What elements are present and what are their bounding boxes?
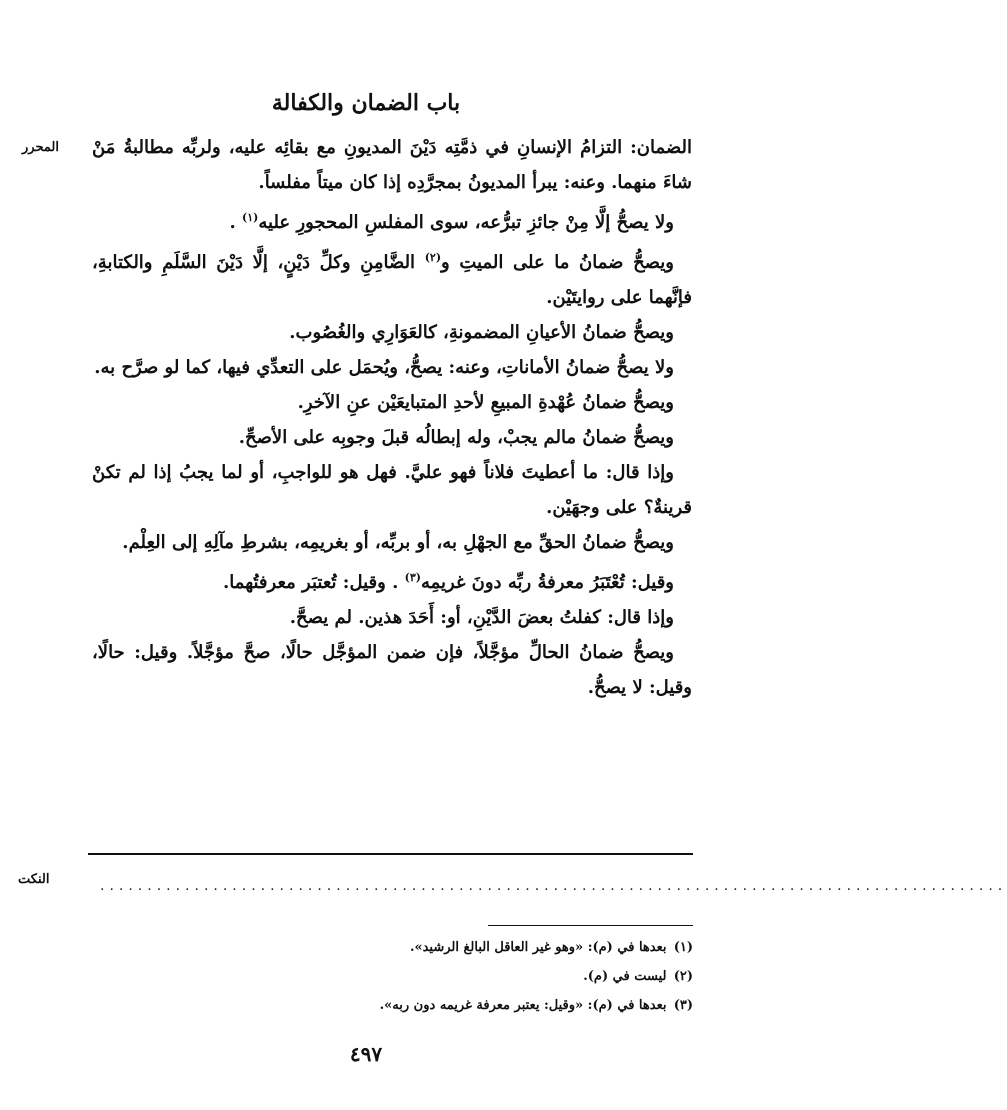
paragraph: وإذا قال: كفلتُ بعضَ الدَّيْنِ، أو: أَحَدَ هذين. لم يصحَّ.: [289, 607, 674, 628]
paragraph-text: وقيل: تُعْتَبَرُ معرفةُ ربِّه دونَ غريمِه: [420, 572, 674, 593]
paragraph: ويصحُّ ضمانُ عُهْدةِ المبيعِ لأحدِ المتبايعَيْن عنِ الآخرِ.: [297, 392, 674, 413]
footnote-text: ليست في (م).: [583, 969, 667, 984]
paragraph-text: ولا يصحُّ إلَّا مِنْ جائزِ تبرُّعه، سوى المفلسِ المحجورِ عليه: [258, 212, 674, 233]
paragraph: ويصحُّ ضمانُ مالم يجبْ، وله إبطالُه قبلَ وجوبِه على الأصحِّ.: [238, 427, 674, 448]
footnote-number: (١): [673, 940, 693, 955]
footnote-divider: [488, 925, 693, 926]
lead-term: الضمان:: [630, 137, 692, 158]
section-divider: [88, 853, 693, 855]
paragraph-text-after: الضَّامِنِ وكلِّ دَيْنٍ، إلَّا دَيْنَ السَّلَمِ والكتابةِ، فإنَّهما على روايتَيْن.: [92, 252, 692, 308]
footnote-number: (٢): [673, 969, 693, 984]
footnote-text: بعدها في (م): «وقيل: يعتبر معرفة غريمه دون ربه».: [379, 998, 667, 1013]
paragraph-text: التزامُ الإنسانِ في ذمَّتِه دَيْنَ المديونِ مع بقائِه عليه، ولربِّه مطالبةُ مَنْ شاءَ منهما. وعنه: يبرأ المديونُ بمجرَّدِه إذا كان ميتاً مفلساً.: [92, 137, 692, 193]
paragraph: ويصحُّ ضمانُ الحقِّ مع الجهْلِ به، أو بربِّه، أو بغريمِه، بشرطِ مآلِهِ إلى العِلْم.: [122, 532, 674, 553]
footnotes: [200, 933, 693, 1020]
paragraph-text: ويصحُّ ضمانُ ما على الميتِ و: [441, 252, 674, 273]
margin-label-muharrar: المحرر: [22, 140, 59, 155]
paragraph: ولا يصحُّ ضمانُ الأماناتِ، وعنه: يصحُّ، ويُحمَل على التعدِّي فيها، كما لو صرَّح به.: [94, 357, 674, 378]
footnote-marker[interactable]: (١): [242, 211, 259, 224]
paragraph-definition: [92, 130, 692, 200]
paragraph: [92, 240, 692, 315]
paragraph: وإذا قال: ما أعطيتَ فلاناً فهو عليَّ. فهل هو للواجبِ، أو لما يجبُ إذا لم تكنْ قرينةٌ؟ على وجهَيْن.: [92, 462, 692, 518]
footnote-marker[interactable]: (٢): [424, 251, 442, 264]
paragraph: ويصحُّ ضمانُ الأعيانِ المضمونةِ، كالعَوَارِي والغُصُوب.: [289, 322, 674, 343]
page-number: ٤٩٧: [349, 1042, 383, 1066]
footnote-item: [200, 962, 693, 991]
margin-label-nukat: النكت: [18, 872, 50, 887]
footnote-item: [200, 991, 693, 1020]
paragraph-text-after: .: [229, 212, 243, 233]
footnote-item: [200, 933, 693, 962]
paragraph: [92, 200, 692, 240]
footnote-marker[interactable]: (٣): [404, 571, 421, 584]
paragraph: [92, 560, 692, 600]
paragraph: ويصحُّ ضمانُ الحالِّ مؤجَّلاً، فإن ضمن المؤجَّل حالًا، صحَّ مؤجَّلاً. وقيل: حالًا، وقيل: لا يصحُّ.: [92, 642, 692, 698]
footnote-text: بعدها في (م): «وهو غير العاقل البالغ الرشيد».: [409, 940, 667, 955]
footnote-number: (٣): [673, 998, 693, 1013]
chapter-title: باب الضمان والكفالة: [271, 90, 461, 116]
paragraph-text-after: . وقيل: تُعتبَر معرفتُهما.: [223, 572, 405, 593]
dotted-notes-line: ................................................................................................: [100, 878, 1007, 894]
main-text: [92, 130, 692, 705]
